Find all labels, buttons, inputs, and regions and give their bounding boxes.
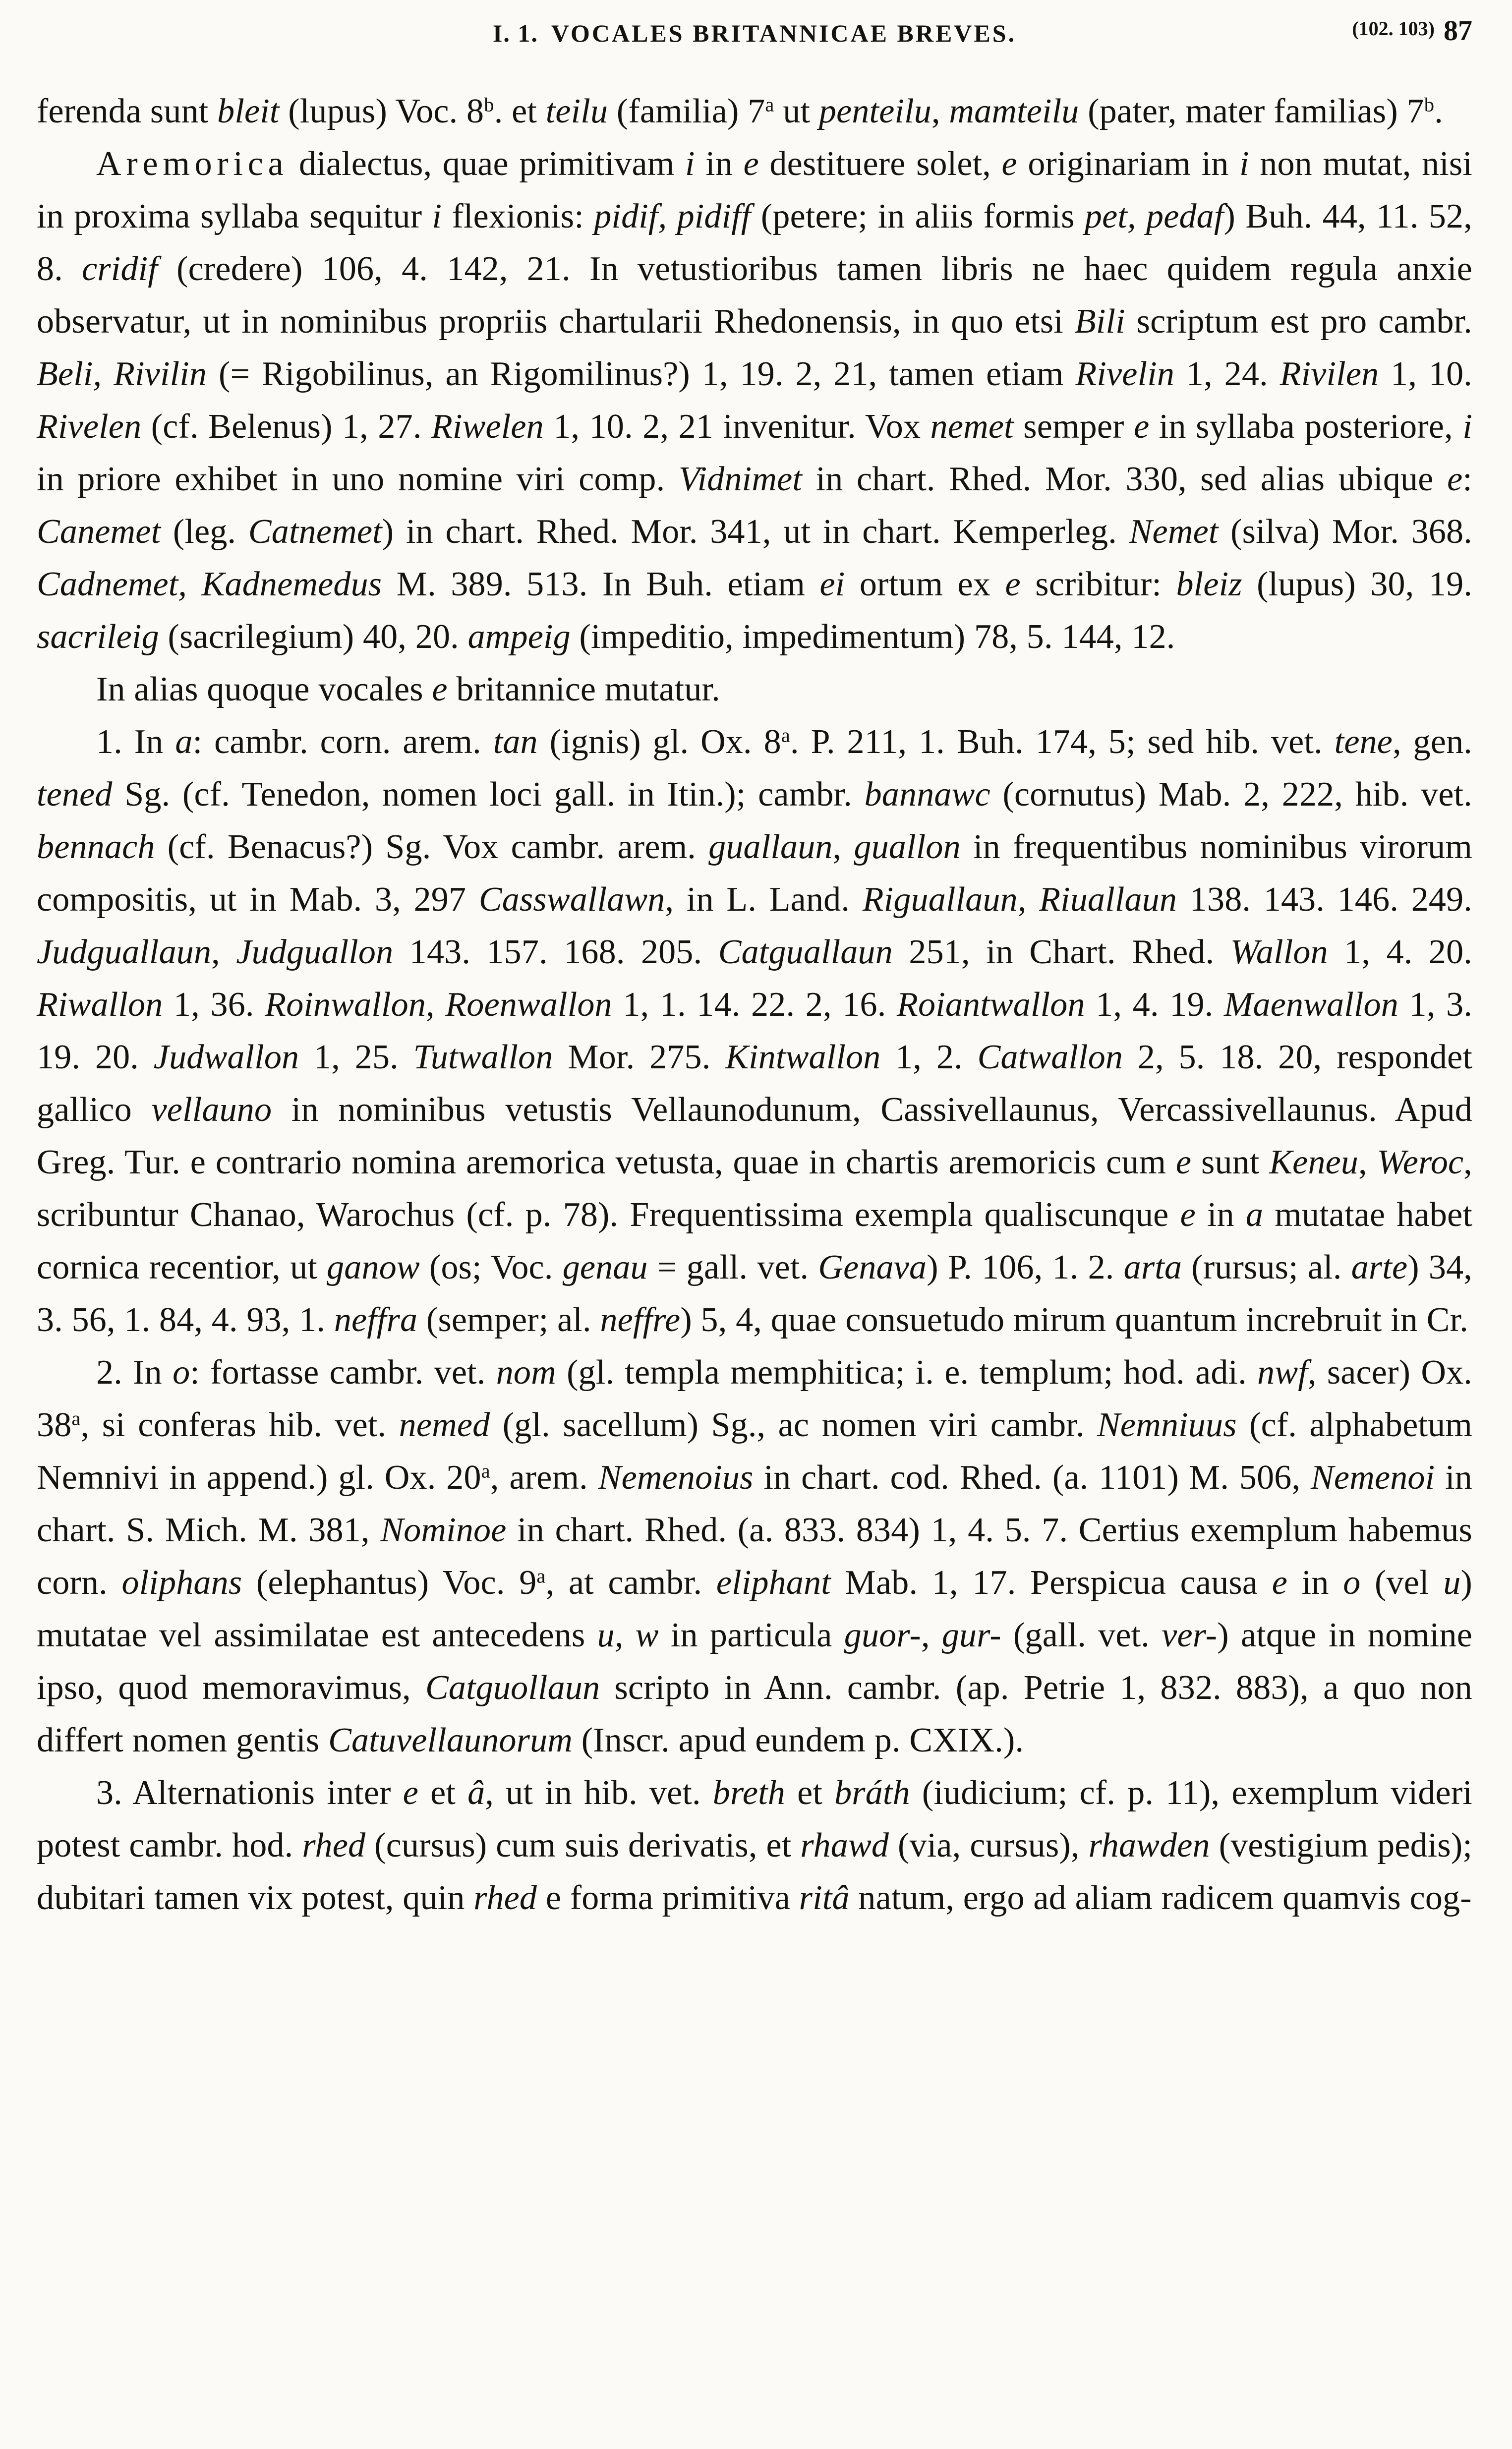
text-segment: : cambr. corn. arem.: [192, 723, 493, 761]
text-segment: scripto in Ann. cambr. (ap. Petrie 1, 832. 883), a quo non differt nomen gentis: [37, 1669, 1472, 1759]
text-segment: nwf: [1257, 1353, 1308, 1392]
page-header: [37, 14, 1472, 68]
text-segment: bannawc: [864, 775, 990, 814]
text-segment: rhawden: [1088, 1826, 1210, 1865]
text-segment: scribitur:: [1020, 565, 1176, 603]
text-segment: Catwallon: [977, 1038, 1123, 1076]
page-body: [37, 85, 1472, 1924]
text-segment: ) 34, 3. 56, 1. 84, 4. 93, 1.: [37, 1248, 1473, 1339]
text-segment: eliphant: [716, 1564, 831, 1602]
paragraph: [37, 663, 1472, 716]
text-segment: 1, 4. 19.: [1085, 986, 1224, 1024]
text-segment: destituere solet,: [758, 145, 1002, 183]
text-segment: i: [685, 145, 695, 183]
text-segment: Vidnimet: [678, 460, 802, 498]
text-segment: ampeig: [467, 618, 571, 656]
text-segment: in nominibus vetustis Vellaunodunum, Cassivellaunus, Vercassivellaunus. Apud Greg. Tur. e contrario nomina aremorica vetusta, quae in chartis aremoricis cum: [37, 1091, 1472, 1181]
text-segment: guallon: [854, 828, 961, 866]
text-segment: gur-: [941, 1616, 1001, 1654]
text-segment: ganow: [327, 1248, 420, 1286]
text-segment: a: [71, 1407, 81, 1430]
text-segment: Judguallaun: [37, 933, 212, 971]
text-segment: arte: [1351, 1248, 1408, 1286]
text-segment: b: [484, 93, 494, 116]
text-segment: vellauno: [151, 1091, 272, 1129]
text-segment: ) 5, 4, quae consuetudo mirum quantum increbruit in Cr.: [680, 1301, 1468, 1339]
text-segment: Roiantwallon: [897, 986, 1085, 1024]
text-segment: â: [467, 1774, 485, 1812]
text-segment: e: [1134, 408, 1150, 446]
text-segment: e forma primitiva: [537, 1879, 799, 1917]
text-segment: (cursus) cum suis derivatis, et: [365, 1826, 801, 1865]
paragraph: [37, 85, 1472, 138]
text-segment: (gl. sacellum) Sg., ac nomen viri cambr.: [490, 1406, 1098, 1444]
text-segment: rhawd: [800, 1826, 889, 1865]
text-segment: in chart. Rhed. Mor. 330, sed alias ubique: [802, 460, 1448, 498]
text-segment: ,: [1017, 880, 1040, 919]
text-segment: a: [175, 723, 193, 761]
text-segment: Cadnemet, Kadnemedus: [37, 565, 382, 603]
text-segment: Casswallawn: [478, 880, 665, 919]
text-segment: Sg. (cf. Tenedon, nomen loci gall. in Itin.); cambr.: [112, 775, 865, 814]
text-segment: a: [1245, 1196, 1264, 1234]
text-segment: e: [1005, 565, 1021, 603]
text-segment: mamteilu: [949, 92, 1079, 130]
text-segment: Nemniuus: [1097, 1406, 1237, 1444]
text-segment: (via, cursus),: [889, 1826, 1089, 1865]
text-segment: ,: [921, 1616, 942, 1654]
text-segment: ,: [1358, 1143, 1377, 1181]
text-segment: (cf. Belenus) 1, 27.: [141, 408, 431, 446]
text-segment: (elephantus) Voc. 9: [242, 1564, 537, 1602]
text-segment: Catguollaun: [425, 1669, 600, 1707]
text-segment: e: [1180, 1196, 1196, 1234]
text-segment: (Inscr. apud eundem p. CXIX.).: [573, 1721, 1024, 1759]
chapter-title: VOCALES BRITANNICAE BREVES.: [551, 19, 1017, 47]
text-segment: 1, 25.: [299, 1038, 413, 1076]
text-segment: tened: [37, 775, 113, 814]
text-segment: Nemenoi: [1311, 1458, 1435, 1497]
text-segment: in chart. S. Mich. M. 381,: [37, 1458, 1472, 1549]
text-segment: in syllaba posteriore,: [1149, 408, 1463, 446]
text-segment: e: [403, 1774, 418, 1812]
text-segment: nemed: [399, 1406, 490, 1444]
text-segment: guor-: [844, 1616, 921, 1654]
text-segment: Riguallaun: [862, 880, 1018, 919]
text-segment: tan: [493, 723, 538, 761]
text-segment: in: [1287, 1564, 1343, 1602]
text-segment: Genava: [818, 1248, 927, 1286]
text-segment: e: [1447, 460, 1463, 498]
text-segment: in frequentibus nominibus virorum compositis, ut in Mab. 3, 297: [37, 828, 1472, 919]
text-segment: u, w: [597, 1616, 659, 1654]
text-segment: in: [1195, 1196, 1246, 1234]
text-segment: M. 389. 513. In Buh. etiam: [382, 565, 820, 603]
text-segment: (gall. vet.: [1001, 1616, 1162, 1654]
text-segment: . P. 211, 1. Buh. 174, 5; sed hib. vet.: [790, 723, 1335, 761]
text-segment: natum, ergo ad aliam radicem quamvis cog-: [849, 1879, 1472, 1917]
text-segment: (ignis) gl. Ox. 8: [537, 723, 781, 761]
text-segment: et: [418, 1774, 468, 1812]
text-segment: e: [743, 145, 759, 183]
text-segment: Judguallon: [236, 933, 394, 971]
text-segment: b: [1424, 93, 1435, 116]
text-segment: , scribuntur Chanao, Warochus (cf. p. 78). Frequentissima exempla qualiscunque: [37, 1143, 1472, 1234]
section-number: I. 1.: [492, 19, 538, 47]
pagination: [1352, 14, 1472, 47]
text-segment: bleiz: [1176, 565, 1242, 603]
text-segment: ) P. 106, 1. 2.: [927, 1248, 1124, 1286]
text-segment: Rivilen: [1279, 355, 1379, 393]
text-segment: 1, 3. 19. 20.: [37, 986, 1473, 1076]
text-segment: e: [432, 670, 448, 708]
text-segment: ) in chart. Rhed. Mor. 341, ut in chart. Kemperleg.: [382, 513, 1129, 551]
text-segment: (cf. alphabetum Nemnivi in append.) gl. Ox. 20: [37, 1406, 1472, 1497]
text-segment: in chart. Rhed. (a. 833. 834) 1, 4. 5. 7. Certius exemplum habemus corn.: [37, 1511, 1472, 1602]
text-segment: Maenwallon: [1224, 986, 1398, 1024]
text-segment: (credere) 106, 4. 142, 21. In vetustioribus tamen libris ne haec quidem regula anxie observatur, ut in nominibus propriis chartularii Rhedonensis, in quo etsi: [37, 250, 1472, 341]
text-segment: originariam in: [1017, 145, 1240, 183]
text-segment: (sacrilegium) 40, 20.: [159, 618, 468, 656]
text-segment: a: [781, 724, 791, 747]
text-segment: (impeditio, impedimentum) 78, 5. 144, 12.: [570, 618, 1175, 656]
text-segment: mutatae habet cornica recentior, ut: [37, 1196, 1472, 1286]
paragraph: [37, 138, 1472, 663]
text-segment: , at cambr.: [545, 1564, 716, 1602]
text-segment: , arem.: [490, 1458, 598, 1497]
text-segment: (vel: [1360, 1564, 1444, 1602]
text-segment: (silva) Mor. 368.: [1218, 513, 1473, 551]
text-segment: ,: [832, 828, 854, 866]
text-segment: nom: [496, 1353, 556, 1392]
text-segment: 2. In: [96, 1353, 173, 1392]
text-segment: Canemet: [37, 513, 161, 551]
text-segment: = gall. vet.: [647, 1248, 818, 1286]
text-segment: tene: [1334, 723, 1393, 761]
text-segment: , in L. Land.: [665, 880, 863, 919]
text-segment: (iudicium; cf. p. 11), exemplum videri potest cambr. hod.: [37, 1774, 1472, 1865]
text-segment: rhed: [473, 1879, 537, 1917]
text-segment: (cf. Benacus?) Sg. Vox cambr. arem.: [155, 828, 709, 866]
running-title: [37, 14, 1472, 48]
text-segment: non mutat, nisi in proxima syllaba sequitur: [37, 145, 1473, 235]
text-segment: 143. 157. 168. 205.: [393, 933, 718, 971]
text-segment: (= Rigobilinus, an Rigomilinus?) 1, 19. 2, 21, tamen etiam: [207, 355, 1076, 393]
paragraph: [37, 716, 1472, 1346]
text-segment: 1, 36.: [163, 986, 265, 1024]
text-segment: Wallon: [1230, 933, 1328, 971]
text-segment: i: [1462, 408, 1472, 446]
text-segment: teilu: [545, 92, 608, 130]
paragraph: [37, 1767, 1472, 1924]
text-segment: Roenwallon: [445, 986, 612, 1024]
text-segment: Kintwallon: [725, 1038, 881, 1076]
text-segment: Keneu: [1269, 1143, 1359, 1181]
text-segment: ,: [426, 986, 446, 1024]
paragraph: [37, 1346, 1472, 1767]
text-segment: Bili: [1074, 302, 1125, 341]
text-segment: neffre: [600, 1301, 681, 1339]
folio-reference: (102. 103): [1352, 17, 1435, 40]
text-segment: 2, 5. 18. 20, respondet gallico: [37, 1038, 1473, 1129]
text-segment: , ut in hib. vet.: [485, 1774, 713, 1812]
text-segment: genau: [562, 1248, 648, 1286]
text-segment: e: [1001, 145, 1017, 183]
text-segment: 1, 4. 20.: [1328, 933, 1473, 971]
text-segment: dialectus, quae primitivam: [288, 145, 685, 183]
text-segment: Beli, Rivilin: [37, 355, 207, 393]
text-segment: Nominoe: [380, 1511, 507, 1549]
text-segment: u: [1443, 1564, 1461, 1602]
text-segment: In alias quoque vocales: [96, 670, 432, 708]
text-segment: (leg.: [161, 513, 248, 551]
text-segment: 1. In: [96, 723, 175, 761]
text-segment: 1, 2.: [880, 1038, 978, 1076]
text-segment: Riuallaun: [1039, 880, 1177, 919]
text-segment: , sacer) Ox. 38: [37, 1353, 1472, 1444]
text-segment: Nemet: [1129, 513, 1219, 551]
text-segment: ortum ex: [845, 565, 1005, 603]
text-segment: pet, pedaf: [1084, 197, 1224, 235]
text-segment: nemet: [930, 408, 1014, 446]
text-segment: Mor. 275.: [553, 1038, 726, 1076]
text-segment: ,: [211, 933, 236, 971]
text-segment: bennach: [37, 828, 155, 866]
text-segment: scriptum est pro cambr.: [1125, 302, 1472, 341]
text-segment: bleit: [217, 92, 280, 130]
text-segment: (rursus; al.: [1182, 1248, 1351, 1286]
text-segment: e: [1175, 1143, 1192, 1181]
text-segment: sunt: [1191, 1143, 1270, 1181]
text-segment: 1, 10. 2, 21 invenitur. Vox: [543, 408, 930, 446]
text-segment: ,: [931, 92, 949, 130]
text-segment: 138. 143. 146. 249.: [1177, 880, 1472, 919]
text-segment: Rivelen: [37, 408, 142, 446]
text-segment: in priore exhibet in uno nomine viri comp.: [37, 460, 679, 498]
text-segment: Tutwallon: [413, 1038, 553, 1076]
text-segment: (os; Voc.: [419, 1248, 563, 1286]
text-segment: 251, in Chart. Rhed.: [892, 933, 1230, 971]
text-segment: (lupus) Voc. 8: [279, 92, 484, 130]
text-segment: Rivelin: [1075, 355, 1175, 393]
text-segment: .: [1434, 92, 1443, 130]
text-segment: 1, 10.: [1379, 355, 1472, 393]
text-segment: Weroc: [1377, 1143, 1464, 1181]
text-segment: penteilu: [818, 92, 931, 130]
text-segment: ) atque in nomine ipso, quod memoravimus,: [37, 1616, 1472, 1707]
text-segment: a: [536, 1565, 546, 1587]
text-segment: cridif: [82, 250, 158, 288]
text-segment: Riwelen: [431, 408, 544, 446]
text-segment: ) Buh. 44, 11. 52, 8.: [37, 197, 1472, 288]
text-segment: ritâ: [799, 1879, 850, 1917]
text-segment: arta: [1123, 1248, 1182, 1286]
text-segment: Catguallaun: [718, 933, 893, 971]
text-segment: (pater, mater familias) 7: [1079, 92, 1424, 130]
page-number: 87: [1444, 14, 1472, 47]
text-segment: i: [432, 197, 442, 235]
text-segment: ferenda sunt: [37, 92, 218, 130]
text-segment: Judwallon: [153, 1038, 299, 1076]
text-segment: :: [1462, 460, 1472, 498]
text-segment: in chart. cod. Rhed. (a. 1101) M. 506,: [753, 1458, 1311, 1497]
text-segment: in particula: [658, 1616, 844, 1654]
text-segment: o: [1343, 1564, 1361, 1602]
text-segment: in: [695, 145, 744, 183]
text-segment: . et: [494, 92, 546, 130]
text-segment: et: [785, 1774, 835, 1812]
text-segment: sacrileig: [37, 618, 159, 656]
text-segment: Mab. 1, 17. Perspicua causa: [830, 1564, 1272, 1602]
text-segment: Catuvellaunorum: [328, 1721, 573, 1759]
text-segment: oliphans: [121, 1564, 242, 1602]
text-segment: pidif, pidiff: [594, 197, 751, 235]
text-segment: flexionis:: [442, 197, 594, 235]
text-segment: Roinwallon: [265, 986, 426, 1024]
text-segment: (vestigium pedis); dubitari tamen vix potest, quin: [37, 1826, 1473, 1917]
text-segment: ei: [819, 565, 845, 603]
text-segment: (semper; al.: [417, 1301, 600, 1339]
text-segment: i: [1239, 145, 1249, 183]
text-segment: (gl. templa memphitica; i. e. templum; hod. adi.: [556, 1353, 1258, 1392]
text-segment: Riwallon: [37, 986, 163, 1024]
text-segment: ut: [774, 92, 819, 130]
text-segment: britannice mutatur.: [447, 670, 720, 708]
text-segment: ver-: [1162, 1616, 1218, 1654]
text-segment: a: [481, 1459, 490, 1482]
text-segment: breth: [712, 1774, 785, 1812]
text-segment: : fortasse cambr. vet.: [190, 1353, 496, 1392]
text-segment: 1, 24.: [1174, 355, 1280, 393]
text-segment: (cornutus) Mab. 2, 222, hib. vet.: [990, 775, 1472, 814]
text-segment: (familia) 7: [608, 92, 765, 130]
text-segment: (lupus) 30, 19.: [1242, 565, 1473, 603]
text-segment: Catnemet: [248, 513, 382, 551]
text-segment: ) mutatae vel assimilatae est antecedens: [37, 1564, 1473, 1654]
text-segment: rhed: [302, 1826, 366, 1865]
text-segment: neffra: [334, 1301, 418, 1339]
text-segment: , si conferas hib. vet.: [80, 1406, 399, 1444]
text-segment: bráth: [834, 1774, 910, 1812]
text-segment: o: [173, 1353, 190, 1392]
text-segment: guallaun: [708, 828, 833, 866]
text-segment: Aremorica: [96, 145, 289, 183]
text-segment: e: [1272, 1564, 1288, 1602]
text-segment: 3. Alternationis inter: [96, 1774, 403, 1812]
text-segment: a: [765, 93, 774, 116]
text-segment: 1, 1. 14. 22. 2, 16.: [612, 986, 897, 1024]
text-segment: semper: [1013, 408, 1134, 446]
text-segment: Nemenoius: [598, 1458, 754, 1497]
text-segment: (petere; in aliis formis: [751, 197, 1085, 235]
text-segment: , gen.: [1393, 723, 1472, 761]
